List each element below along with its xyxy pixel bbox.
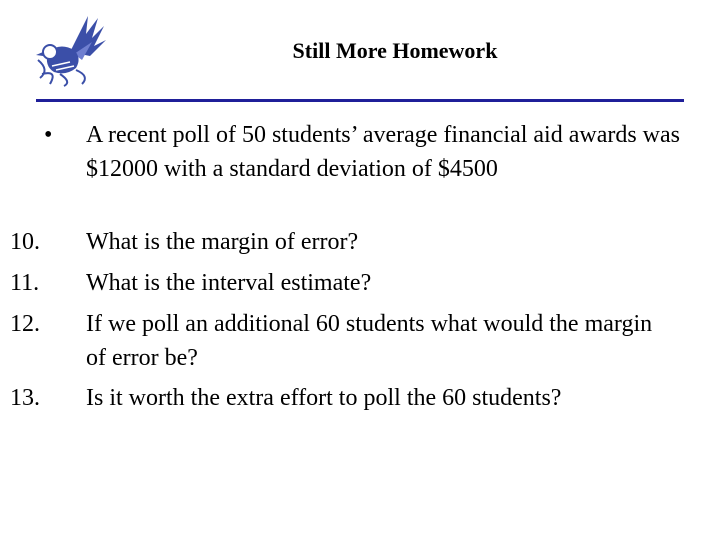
- question-number: 12.: [10, 311, 40, 337]
- question-text: What is the interval estimate?: [86, 270, 372, 296]
- question-text: If we poll an additional 60 students what would the margin of error be?: [86, 311, 653, 371]
- question-item: [10, 225, 660, 259]
- question-number: 10.: [10, 229, 40, 255]
- intro-text: A recent poll of 50 students’ average financial aid awards was $12000 with a standard deviation of $4500: [86, 122, 680, 182]
- question-item: [10, 266, 660, 300]
- question-item: [10, 381, 670, 415]
- intro-bullet: [44, 118, 694, 186]
- slide-title: Still More Homework: [292, 38, 498, 63]
- bullet-icon: •: [44, 122, 53, 148]
- question-number: 11.: [10, 270, 40, 296]
- question-text: Is it worth the extra effort to poll the 60 students?: [86, 385, 562, 411]
- question-item: [10, 307, 670, 375]
- question-text: What is the margin of error?: [86, 229, 359, 255]
- eagle-logo-icon: [30, 12, 110, 88]
- title-divider: [36, 99, 684, 102]
- question-number: 13.: [10, 385, 40, 411]
